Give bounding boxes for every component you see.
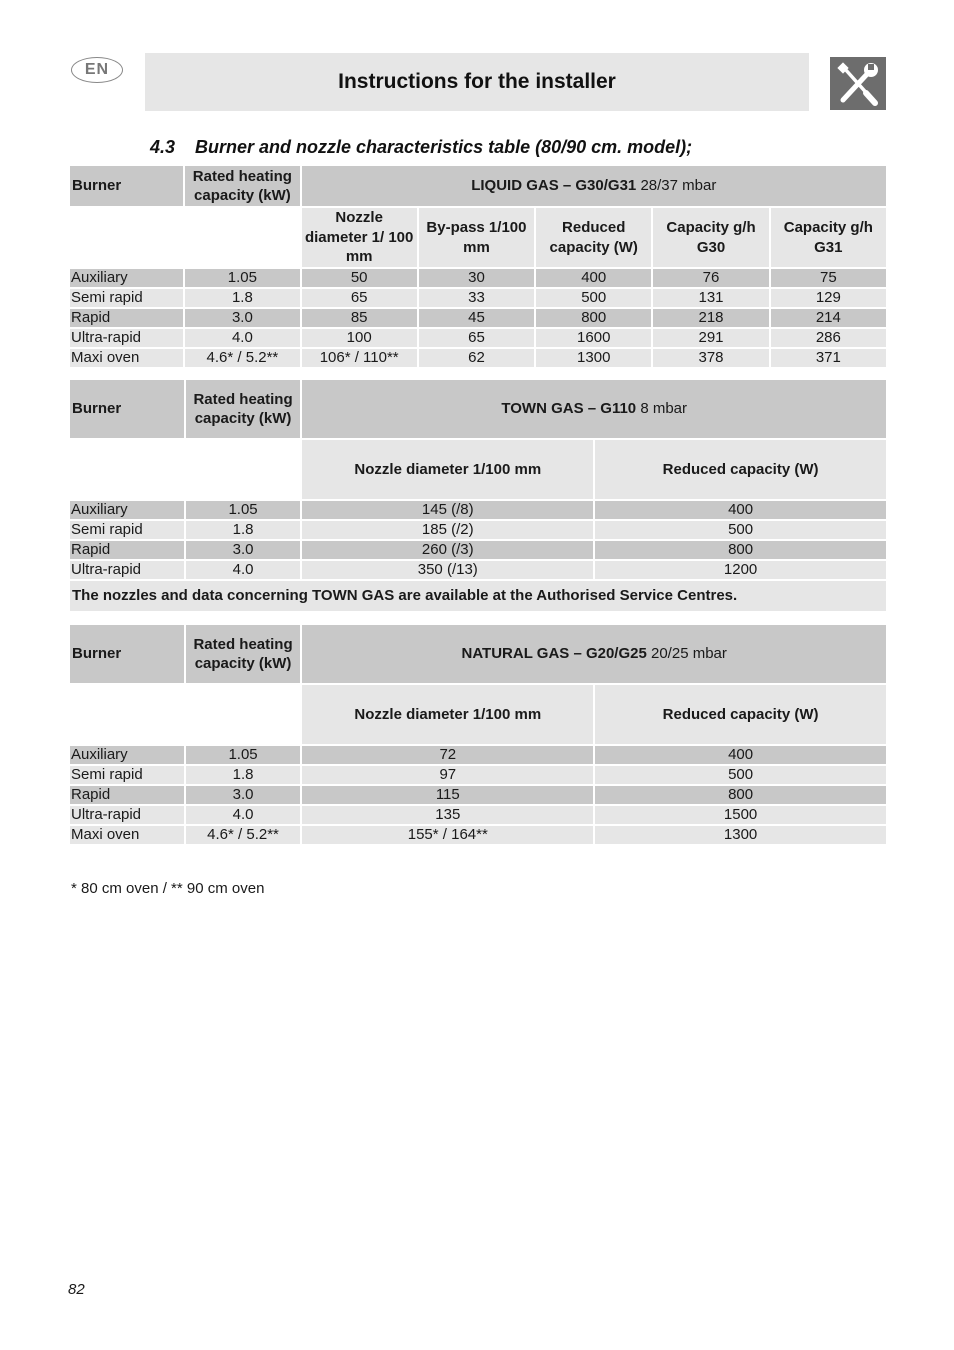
sub-header: Reduced capacity (W) — [595, 440, 886, 499]
gas-type-header: TOWN GAS – G110 8 mbar — [302, 380, 886, 438]
town-gas-note: The nozzles and data concerning TOWN GAS are available at the Authorised Service Centres. — [70, 581, 886, 611]
sub-header: Reduced capacity (W) — [595, 685, 886, 744]
blank-cell — [185, 208, 299, 267]
blank-cell — [186, 440, 301, 499]
liquid-gas-table — [68, 164, 888, 369]
natural-gas-table — [68, 623, 888, 846]
sub-header: By-pass 1/100 mm — [419, 208, 534, 267]
table-row: Auxiliary 1.05 72 400 — [70, 746, 886, 764]
sub-header: Capacity g/h G30 — [653, 208, 768, 267]
sub-header: Nozzle diameter 1/100 mm — [302, 685, 593, 744]
town-gas-note-row — [70, 581, 886, 611]
town-gas-table — [68, 378, 888, 613]
sub-header: Reduced capacity (W) — [536, 208, 651, 267]
blank-cell — [70, 440, 184, 499]
table-row: Maxi oven 4.6* / 5.2** 106* / 110** 62 1300 378 371 — [70, 349, 886, 367]
table-row: Auxiliary 1.05 145 (/8) 400 — [70, 501, 886, 519]
col-burner: Burner — [70, 166, 183, 206]
sub-header: Nozzle diameter 1/ 100 mm — [302, 208, 417, 267]
language-badge: EN — [71, 57, 123, 83]
table-row: Ultra-rapid 4.0 135 1500 — [70, 806, 886, 824]
col-burner: Burner — [70, 625, 184, 683]
gas-type-header: NATURAL GAS – G20/G25 20/25 mbar — [302, 625, 886, 683]
page-title: Instructions for the installer — [338, 70, 616, 93]
table-row: Rapid 3.0 260 (/3) 800 — [70, 541, 886, 559]
blank-cell — [186, 685, 301, 744]
sub-header: Nozzle diameter 1/100 mm — [302, 440, 593, 499]
footnote: * 80 cm oven / ** 90 cm oven — [71, 880, 265, 897]
table-row: Semi rapid 1.8 185 (/2) 500 — [70, 521, 886, 539]
table-row: Semi rapid 1.8 65 33 500 131 129 — [70, 289, 886, 307]
col-rated-capacity: Rated heating capacity (kW) — [186, 625, 301, 683]
header-bar — [145, 53, 809, 111]
sub-header: Capacity g/h G31 — [771, 208, 886, 267]
wrench-screwdriver-icon — [830, 57, 886, 110]
col-burner: Burner — [70, 380, 184, 438]
table-row: Semi rapid 1.8 97 500 — [70, 766, 886, 784]
table-row: Rapid 3.0 85 45 800 218 214 — [70, 309, 886, 327]
table-row: Rapid 3.0 115 800 — [70, 786, 886, 804]
section-title: 4.3 Burner and nozzle characteristics table (80/90 cm. model); — [150, 137, 693, 157]
table-row: Ultra-rapid 4.0 350 (/13) 1200 — [70, 561, 886, 579]
page-number: 82 — [68, 1281, 85, 1298]
table-row: Auxiliary 1.05 50 30 400 76 75 — [70, 269, 886, 287]
gas-type-header: LIQUID GAS – G30/G31 28/37 mbar — [302, 166, 886, 206]
blank-cell — [70, 208, 183, 267]
col-rated-capacity: Rated heating capacity (kW) — [185, 166, 299, 206]
blank-cell — [70, 685, 184, 744]
table-row: Maxi oven 4.6* / 5.2** 155* / 164** 1300 — [70, 826, 886, 844]
col-rated-capacity: Rated heating capacity (kW) — [186, 380, 301, 438]
table-row: Ultra-rapid 4.0 100 65 1600 291 286 — [70, 329, 886, 347]
